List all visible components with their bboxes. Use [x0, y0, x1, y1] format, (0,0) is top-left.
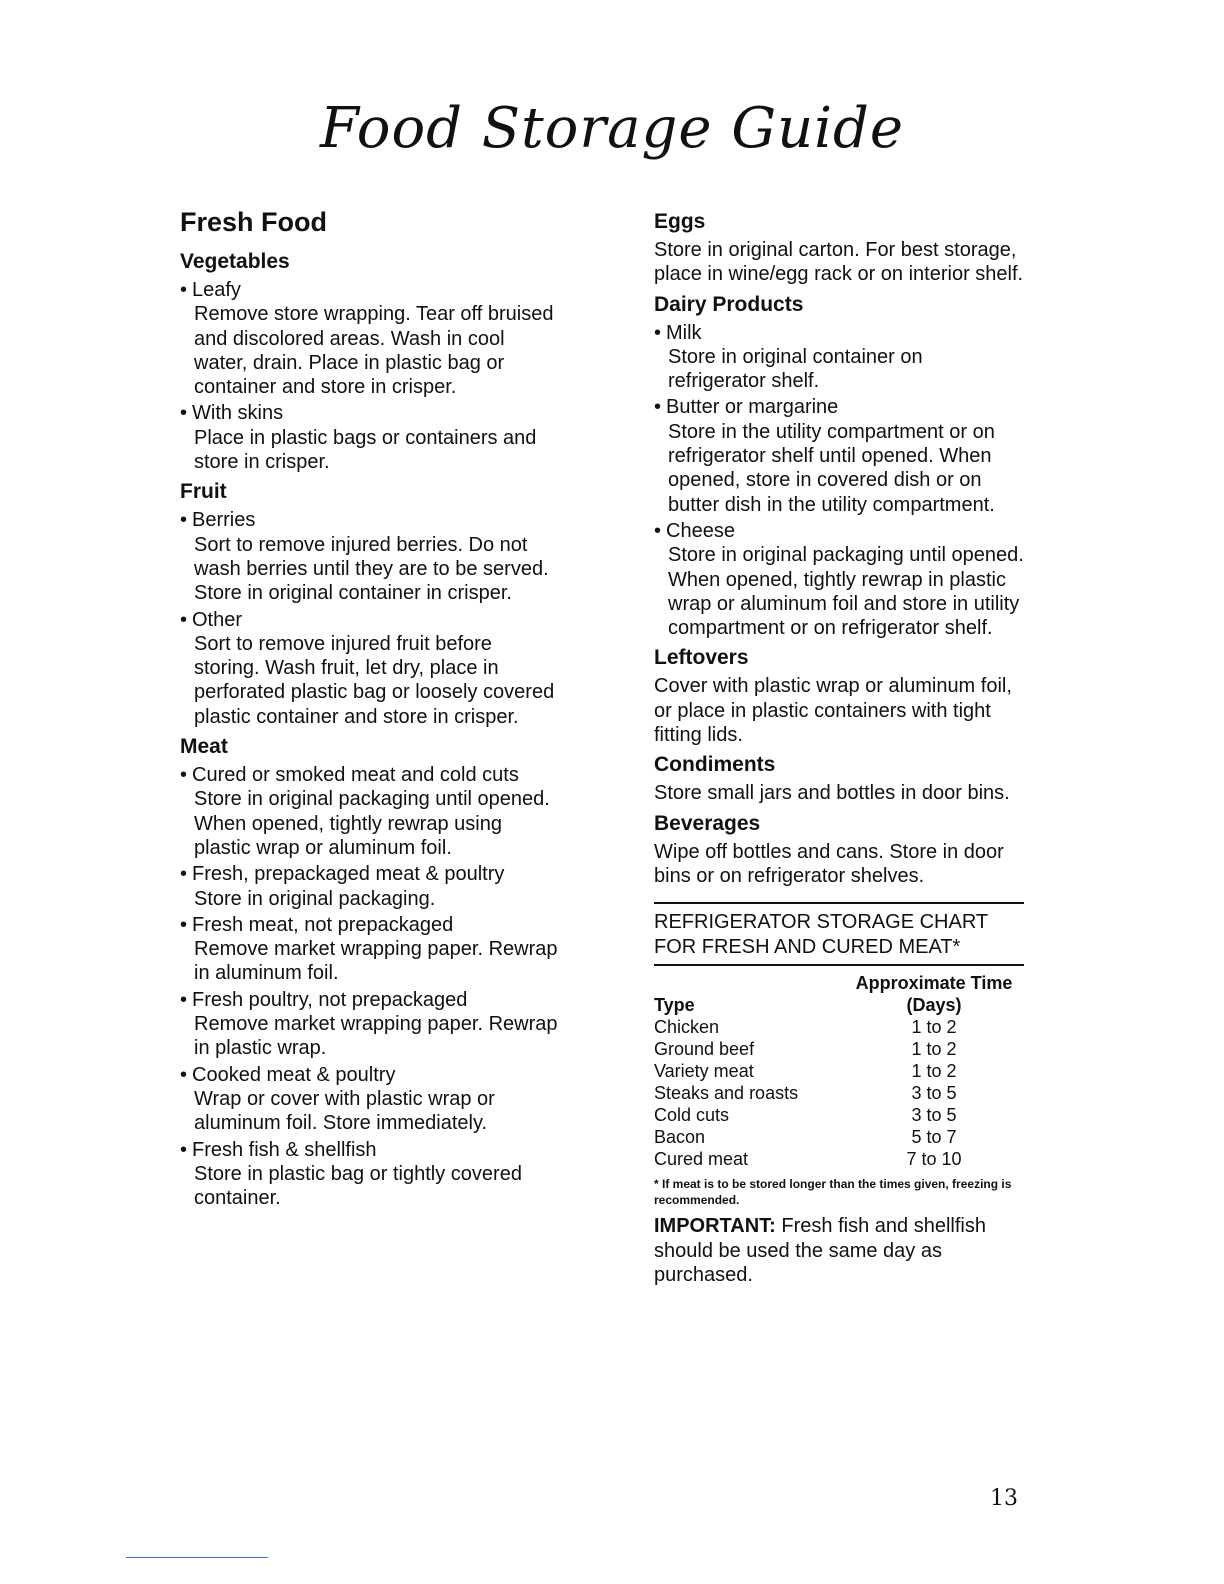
cell-time: 5 to 7 [911, 1127, 957, 1148]
item-label: Butter or margarine [666, 396, 839, 419]
item-description: Wrap or cover with plastic wrap or aluminum foil. Store immediately. [194, 1087, 495, 1135]
list-item [180, 1138, 560, 1211]
list-item [180, 401, 560, 474]
item-label: Cured or smoked meat and cold cuts [192, 764, 519, 787]
item-description: Store in the utility compartment or on refrigerator shelf until opened. When opened, store in covered dish or on butter dish in the utility compartment. [668, 420, 995, 516]
item-label: Cooked meat & poultry [192, 1063, 396, 1086]
table-row [654, 1104, 1024, 1126]
item-description: Store in original packaging until opened. When opened, tightly rewrap in plastic wrap or aluminum foil and store in utility compartment or on refrigerator shelf. [668, 544, 1024, 640]
list-item [180, 988, 560, 1061]
column-header-type: Type [654, 995, 695, 1016]
divider [654, 964, 1024, 966]
cell-type: Steaks and roasts [654, 1083, 799, 1104]
cell-time: 7 to 10 [906, 1149, 962, 1170]
chart-title-line1: REFRIGERATOR STORAGE CHART [654, 911, 989, 934]
cell-type: Cured meat [654, 1149, 749, 1170]
cell-type: Variety meat [654, 1061, 754, 1082]
cell-time: 3 to 5 [911, 1083, 957, 1104]
bullet-icon: • [180, 863, 188, 886]
item-label: With skins [192, 402, 284, 425]
table-row [654, 1148, 1024, 1170]
list-item [180, 763, 560, 860]
right-column [654, 204, 1024, 1288]
subheading-leftovers: Leftovers [654, 646, 749, 670]
condiments-text: Store small jars and bottles in door bins. [654, 782, 1010, 805]
table-row [654, 1038, 1024, 1060]
list-item [180, 1063, 560, 1136]
list-item [180, 278, 560, 399]
cell-time: 1 to 2 [911, 1039, 957, 1060]
left-column [180, 204, 560, 1212]
item-label: Cheese [666, 519, 735, 542]
page-title: Food Storage Guide [319, 96, 905, 161]
subheading-fruit: Fruit [180, 480, 227, 504]
divider [654, 902, 1024, 904]
list-item [654, 519, 1024, 640]
item-label: Leafy [192, 279, 241, 301]
subheading-meat: Meat [180, 735, 228, 759]
item-label: Fresh fish & shellfish [192, 1138, 377, 1161]
bullet-icon: • [654, 396, 662, 419]
bullet-icon: • [180, 764, 188, 787]
list-item [654, 395, 1024, 516]
item-description: Remove market wrapping paper. Rewrap in aluminum foil. [194, 938, 558, 985]
item-label: Milk [666, 321, 702, 344]
cell-type: Chicken [654, 1017, 720, 1038]
item-description: Remove store wrapping. Tear off bruised and discolored areas. Wash in cool water, drain. Place in plastic bag or container and store in crisper. [194, 303, 554, 399]
cell-time: 3 to 5 [911, 1105, 957, 1126]
subheading-vegetables: Vegetables [180, 250, 290, 273]
item-label: Other [192, 608, 243, 631]
bullet-icon: • [180, 509, 188, 532]
table-row [654, 1082, 1024, 1104]
bullet-icon: • [180, 1138, 188, 1161]
leftovers-text: Cover with plastic wrap or aluminum foil, or place in plastic containers with tight fitting lids. [654, 675, 1012, 747]
important-text: Fresh fish and shellfish should be used the same day as purchased. [654, 1215, 986, 1287]
page-number: 13 [990, 1486, 1018, 1511]
item-description: Sort to remove injured fruit before storing. Wash fruit, let dry, place in perforated plastic bag or loosely covered plastic container and store in crisper. [194, 632, 555, 728]
bullet-icon: • [180, 913, 188, 936]
cell-time: 1 to 2 [911, 1017, 957, 1038]
important-note [654, 1214, 1024, 1288]
cell-type: Bacon [654, 1127, 706, 1148]
important-label: IMPORTANT: [654, 1215, 776, 1238]
bullet-icon: • [180, 988, 188, 1011]
subheading-condiments: Condiments [654, 753, 776, 777]
column-header-days: (Days) [906, 995, 962, 1016]
chart-footnote: * If meat is to be stored longer than the times given, freezing is recommended. [654, 1177, 1012, 1208]
item-description: Store in original packaging until opened. When opened, tightly rewrap using plastic wrap or aluminum foil. [194, 788, 550, 859]
chart-title [654, 910, 1024, 960]
subheading-beverages: Beverages [654, 811, 761, 835]
storage-chart [654, 902, 1024, 1208]
table-row [654, 1126, 1024, 1148]
list-item [180, 913, 560, 986]
item-description: Sort to remove injured berries. Do not wash berries until they are to be served. Store in original container in crisper. [194, 533, 549, 605]
beverages-text: Wipe off bottles and cans. Store in door bins or on refrigerator shelves. [654, 840, 1004, 887]
item-label: Fresh meat, not prepackaged [192, 913, 454, 936]
bullet-icon: • [654, 519, 662, 542]
list-item [654, 321, 1024, 394]
storage-table [654, 972, 1024, 1170]
table-row [654, 1016, 1024, 1038]
item-description: Store in original container on refrigerator shelf. [668, 345, 923, 393]
chart-title-line2: FOR FRESH AND CURED MEAT* [654, 936, 961, 959]
scan-artifact-line [126, 1557, 268, 1558]
bullet-icon: • [654, 321, 662, 344]
cell-type: Cold cuts [654, 1105, 730, 1126]
cell-type: Ground beef [654, 1039, 755, 1060]
item-description: Place in plastic bags or containers and store in crisper. [194, 426, 537, 474]
table-header-row [654, 994, 1024, 1016]
cell-time: 1 to 2 [911, 1061, 957, 1082]
bullet-icon: • [180, 402, 188, 425]
bullet-icon: • [180, 1063, 188, 1086]
item-label: Fresh, prepackaged meat & poultry [192, 863, 505, 886]
item-description: Remove market wrapping paper. Rewrap in plastic wrap. [194, 1013, 558, 1060]
table-header-row [654, 972, 1024, 994]
eggs-text: Store in original carton. For best storage, place in wine/egg rack or on interior shelf. [654, 239, 1024, 286]
list-item [180, 862, 560, 911]
bullet-icon: • [180, 608, 188, 631]
item-description: Store in plastic bag or tightly covered container. [194, 1162, 522, 1210]
bullet-icon: • [180, 279, 188, 301]
item-description: Store in original packaging. [194, 887, 436, 910]
section-heading-fresh-food: Fresh Food [180, 207, 327, 237]
list-item [180, 608, 560, 729]
subheading-dairy-products: Dairy Products [654, 292, 804, 316]
subheading-eggs: Eggs [654, 210, 706, 233]
list-item [180, 508, 560, 605]
item-label: Fresh poultry, not prepackaged [192, 988, 468, 1011]
table-row [654, 1060, 1024, 1082]
column-header-time: Approximate Time [855, 973, 1013, 994]
item-label: Berries [192, 509, 256, 532]
